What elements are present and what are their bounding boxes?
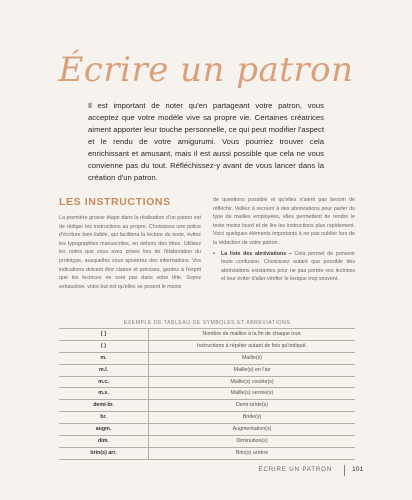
table-cell-meaning: Instructions à répéter autant de fois qu'indiqué.: [197, 342, 307, 349]
table-cell-symbol: brin(s) arr.: [59, 448, 149, 459]
table-cell-meaning: Augmentation(s): [232, 426, 272, 433]
table-row: [59, 423, 355, 435]
table-cell-meaning: Maille(s) en l'air: [233, 366, 271, 373]
table-cell-symbol: [ ]: [59, 329, 149, 340]
table-row: [59, 364, 355, 376]
section-heading: LES INSTRUCTIONS: [59, 196, 171, 208]
right-column-text: de questions possible et qu'elles n'aient pas besoin de réfléchir. Veillez à recourir à des abréviations pour parler du type de mailles employées, elles permettent de rendre le texte moins lourd et de lire les instructions plus rapidement. Voici quelques éléments importants à ne pas oublier lors de la rédaction de votre patron.: [213, 197, 355, 246]
table-row: [59, 447, 355, 460]
table-caption: EXEMPLE DE TABLEAU DE SYMBOLES ET ABRÉVIATIONS: [123, 320, 291, 326]
table-cell-symbol: m.c.: [59, 377, 149, 388]
table-cell-symbol: m.s.: [59, 388, 149, 399]
table-cell-meaning: Nombre de mailles à la fin de chaque tour.: [202, 331, 302, 337]
table-row: [59, 387, 355, 399]
page-number: 101: [352, 466, 364, 473]
table-cell-meaning: Bride(s): [242, 414, 262, 421]
table-cell-meaning: Maille(s) coulée(s): [230, 378, 274, 385]
table-cell-meaning: Maille(s) serrée(s): [230, 390, 274, 397]
table-cell-symbol: m.l.: [59, 365, 149, 376]
table-cell-symbol: ( ): [59, 341, 149, 352]
table-cell-symbol: br.: [59, 412, 149, 423]
intro-paragraph: Il est important de noter qu'en partageant votre patron, vous acceptez que votre modèle vive sa propre vie. Certaines créatrices aiment apporter leur touche personnelle, ce qui peut modifier l'aspect et le rendu de votre amigurumi. Vous pourriez trouver cela enrichissant et amusant, mais il est aussi possible que cela ne vous convienne pas du tout. Réfléchissez-y avant de vous lancer dans la création d'un patron.: [88, 101, 324, 182]
table-row: [59, 340, 355, 352]
page-footer: [0, 464, 412, 478]
table-cell-meaning: Brin(s) arrière: [235, 449, 269, 456]
page-title: Écrire un patron: [58, 50, 354, 90]
table-row: [59, 399, 355, 411]
table-cell-symbol: dim.: [59, 436, 149, 447]
table-cell-meaning: Diminution(s): [236, 438, 268, 445]
table-cell-meaning: Demi-bride(s): [235, 402, 269, 409]
table-row: [59, 411, 355, 423]
table-cell-symbol: augm.: [59, 424, 149, 435]
bullet-text: Cela permet de prévenir toute confusion. Choisissez autant que possible des abréviations existantes pour ne pas perdre vos lectrices et leur éviter d'aller vérifier le lexique trop souvent.: [221, 250, 355, 283]
bullet-term: La liste des abréviations –: [221, 250, 292, 257]
table-row: [59, 328, 355, 340]
footer-divider: [344, 465, 345, 476]
table-cell-symbol: demi-br.: [59, 400, 149, 411]
table-row: [59, 376, 355, 388]
abbreviations-table: [59, 318, 355, 460]
right-column: [213, 196, 355, 284]
left-column-text: La première grosse étape dans la réalisation d'un patron est de rédiger les instructions au propre. Choisissez une police d'écriture bien lisible, qui facilitera la lecture du texte, évitez les typographies manuscrites, en dehors des titres. Utilisez les notes que vous avez prises lors de l'élaboration du prototype, auxquelles vous ajouterez des informations. Vos indications doivent être claires et précises, gardez à l'esprit que les lectrices ne sont pas dans votre tête. Soyez exhaustive, votre but est qu'elles se posent le moins: [59, 215, 201, 290]
running-footer-title: ÉCRIRE UN PATRON: [258, 466, 332, 473]
table-cell-meaning: Maille(s): [241, 354, 262, 361]
bullet-item: [213, 250, 355, 284]
table-row: [59, 352, 355, 364]
table-row: [59, 435, 355, 447]
table-cell-symbol: m.: [59, 353, 149, 364]
bullet-marker: •: [213, 250, 215, 257]
table-body: [59, 328, 355, 460]
